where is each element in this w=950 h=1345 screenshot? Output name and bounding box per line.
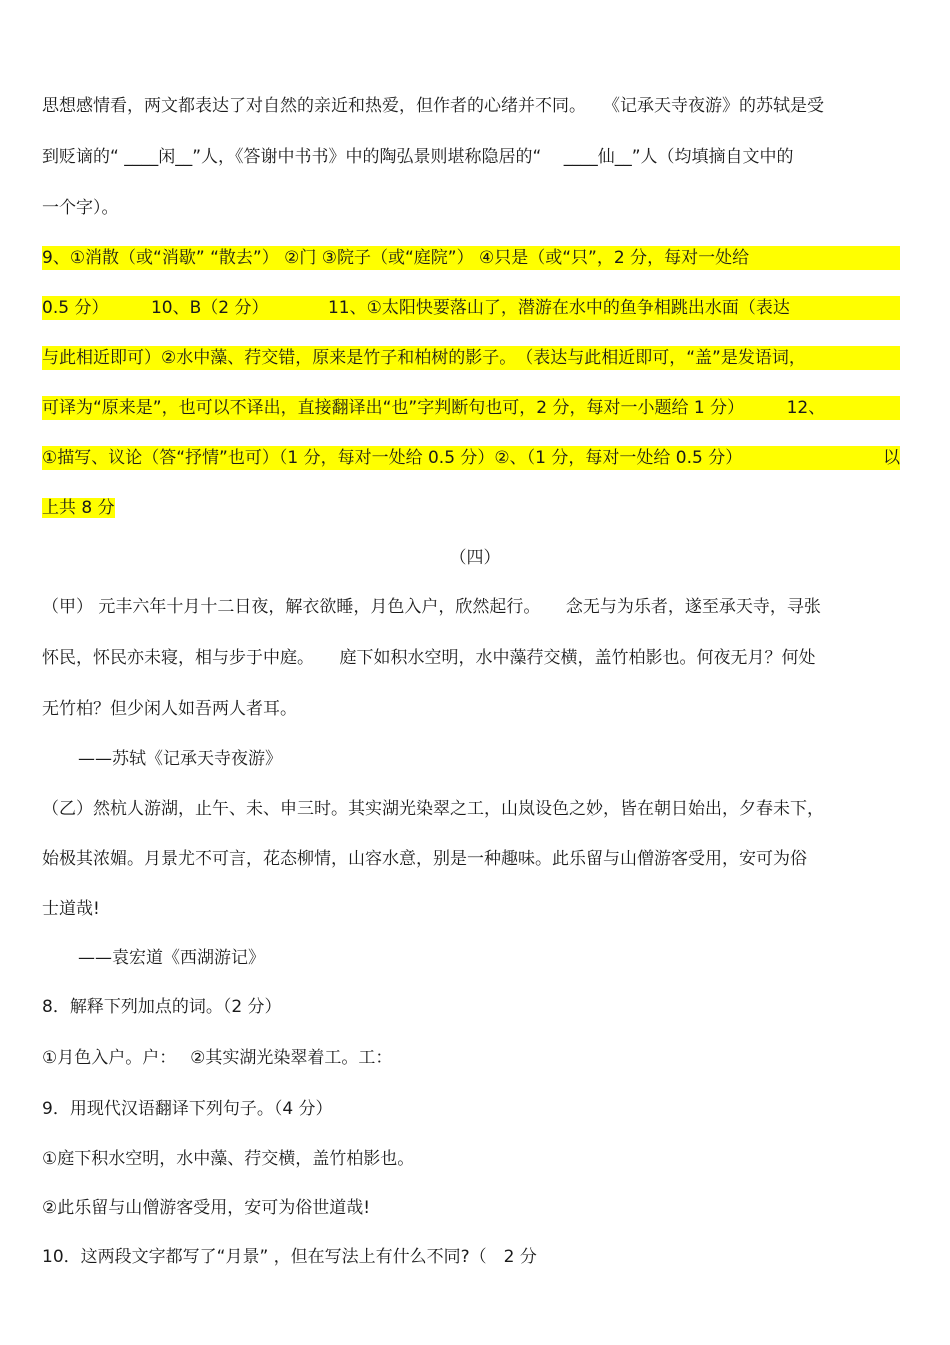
passage-yi-source: ——袁宏道《西湖游记》	[78, 948, 265, 968]
question-8-items: ①月色入户。户： ②其实湖光染翠着工。工：	[42, 1048, 393, 1068]
question-9-item-2: ②此乐留与山僧游客受用，安可为俗世道哉!	[42, 1198, 371, 1218]
passage-jia-line-3: 无竹柏？但少闲人如吾两人者耳。	[42, 699, 297, 719]
answer-line-2: 0.5 分） 10、B（2 分） 11、①太阳快要落山了，潜游在水中的鱼争相跳出水面（表达	[42, 296, 900, 320]
answer-line-1: 9、①消散（或“消歇” “散去”） ②门 ③院子（或“庭院”） ④只是（或“只”，2 分，每对一处给	[42, 246, 900, 270]
question-10: 10．这两段文字都写了“月景” ，但在写法上有什么不同?（ 2 分	[42, 1247, 537, 1267]
passage-jia-line-1: （甲） 元丰六年十月十二日夜，解衣欲睡，月色入户，欣然起行。 念无与为乐者，遂至承天寺，寻张	[42, 597, 821, 617]
answer-line-4: 可译为“原来是”，也可以不译出，直接翻译出“也”字判断句也可，2 分，每对一小题给 1 分） 12、	[42, 396, 900, 420]
answer-total: 上共 8 分	[42, 498, 115, 518]
section-title: （四）	[449, 548, 501, 568]
answer-line-5-tail: 以	[883, 448, 900, 468]
intro-line-1: 思想感情看，两文都表达了对自然的亲近和热爱，但作者的心绪并不同。 《记承天寺夜游》的苏轼是受	[42, 96, 824, 116]
intro-line-2: 到贬谪的“ ____闲__”人，《答谢中书书》中的陶弘景则堪称隐居的“ ____仙__”人（均填摘自文中的	[42, 147, 794, 167]
passage-yi-line-1: （乙）然杭人游湖，止午、未、申三时。其实湖光染翠之工，山岚设色之妙，皆在朝日始出，夕春未下，	[42, 799, 824, 819]
intro-line-3: 一个字）。	[42, 198, 119, 218]
question-9: 9．用现代汉语翻译下列句子。（4 分）	[42, 1099, 333, 1119]
answer-line-3: 与此相近即可）②水中藻、荇交错，原来是竹子和柏树的影子。 （表达与此相近即可，“盖”是发语词，	[42, 346, 900, 370]
passage-yi-line-3: 士道哉!	[42, 899, 100, 919]
question-8: 8．解释下列加点的词。（2 分）	[42, 997, 282, 1017]
answer-line-6	[42, 496, 900, 520]
answer-line-5-text: ①描写、议论（答“抒情”也可）（1 分，每对一处给 0.5 分）②、（1 分，每对一处给 0.5 分）	[42, 448, 743, 468]
question-9-item-1: ①庭下积水空明，水中藻、荇交横，盖竹柏影也。	[42, 1149, 415, 1169]
passage-jia-source: ——苏轼《记承天寺夜游》	[78, 749, 282, 769]
answer-line-5	[42, 446, 900, 470]
passage-yi-line-2: 始极其浓媚。月景尤不可言，花态柳情，山容水意，别是一种趣味。此乐留与山僧游客受用，安可为俗	[42, 849, 807, 869]
passage-jia-line-2: 怀民，怀民亦未寝，相与步于中庭。 庭下如积水空明，水中藻荇交横，盖竹柏影也。何夜无月？何处	[42, 648, 816, 668]
